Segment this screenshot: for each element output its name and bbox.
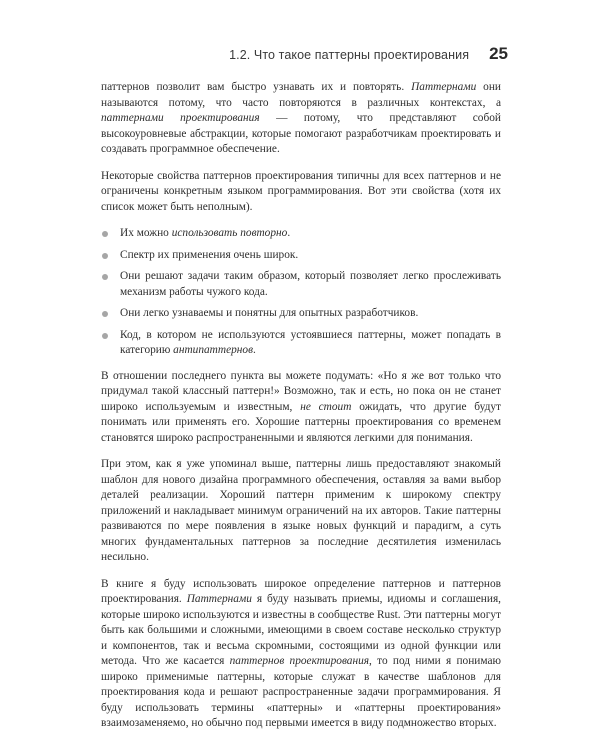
- p5-emphasis-1: Паттернами: [186, 593, 252, 605]
- list-item: [101, 269, 501, 300]
- p5-text-3: , то под ними я понимаю широко применимые паттерны, которые служат в качестве шаблонов для проектирования кода и решают распространенные задачи программирования. Я буду использовать термины «паттерны» и «паттерны проектирования» взаимозаменяемо, но обычно под первыми имеется в виду подмножество вторых.: [101, 655, 501, 729]
- body-text: [101, 80, 501, 743]
- p1-text-2: они называются потому, что часто повторяются в различных контекстах, а: [101, 81, 501, 109]
- p3-text-1: В отношении последнего пункта вы можете подумать: «Но я же вот только что придумал такой классный паттерн!» Возможно, так и есть, но пока он не станет широко используемым и известным,: [101, 369, 501, 413]
- item-1-text-2: .: [287, 227, 291, 239]
- page-header: [229, 44, 508, 64]
- p1-emphasis-2: паттернами проектирования: [101, 112, 260, 124]
- bullet-icon: [102, 333, 108, 339]
- list-item: [101, 306, 501, 322]
- p3-text-2: ожидать, что другие будут понимать или применять его. Хорошие паттерны проектирования со временем становятся широко распространенными и являются легкими для понимания.: [101, 400, 501, 444]
- item-2-text: Спектр их применения очень широк.: [120, 248, 299, 261]
- paragraph-5: [101, 577, 501, 732]
- list-item: [101, 248, 501, 264]
- paragraph-3: [101, 369, 501, 447]
- item-5-emphasis: антипаттернов: [173, 344, 253, 356]
- item-4-text: Они легко узнаваемы и понятны для опытных разработчиков.: [120, 307, 419, 319]
- item-1-text-1: Их можно: [120, 227, 172, 239]
- list-item: [101, 328, 501, 359]
- bullet-icon: [102, 311, 108, 317]
- list-item: [101, 226, 501, 242]
- item-1-emphasis: использовать повторно: [171, 227, 288, 239]
- p5-text-1: В книге я буду использовать широкое определение паттернов и паттернов проектирования.: [101, 577, 501, 605]
- p5-emphasis-2: паттернов проектирования: [229, 655, 370, 667]
- bullet-icon: [102, 253, 108, 259]
- bullet-icon: [102, 274, 108, 280]
- p3-emphasis: не стоит: [300, 400, 352, 413]
- page-number: 25: [489, 44, 508, 63]
- p1-text-3: — потому, что представляют собой высокоуровневые абстракции, которые помогают разработчикам проектировать и создавать программное обеспечение.: [101, 112, 501, 155]
- p1-emphasis-1: Паттернами: [411, 81, 477, 93]
- paragraph-4: При этом, как я уже упоминал выше, паттерны лишь предоставляют знакомый шаблон для нового дизайна программного обеспечения, оставляя за вами выбор деталей реализации. Хороший паттерн применим к широкому спектру приложений и накладывает минимум ограничений на их авторов. Такие паттерны развиваются по мере появления в языке новых функций и парадигм, а суть многих фундаментальных паттернов за последние десятилетия изменилась несильно.: [101, 458, 501, 563]
- p1-text-1: паттернов позволит вам быстро узнавать их и повторять.: [101, 81, 412, 93]
- paragraph-1: [101, 80, 501, 158]
- properties-list: [101, 226, 501, 359]
- item-5-text-2: .: [253, 344, 256, 356]
- item-5-text-1: Код, в котором не используются устоявшиеся паттерны, может попадать в категорию: [120, 328, 501, 356]
- bullet-icon: [102, 231, 108, 237]
- p5-text-2: я буду называть приемы, идиомы и соглашения, которые широко используются и известны в сообществе Rust. Эти паттерны могут быть как большими и сложными, имеющими в своем составе несколько структур и компонентов, так и весьма скромными, состоящими из одной функции или метода. Что же касается: [101, 593, 502, 667]
- running-title: 1.2. Что такое паттерны проектирования: [229, 48, 470, 62]
- paragraph-2: Некоторые свойства паттернов проектирования типичны для всех паттернов и не ограничены конкретным языком программирования. Вот эти свойства (хотя их список может быть неполным).: [101, 169, 501, 213]
- item-3-text: Они решают задачи таким образом, который позволяет легко прослеживать механизм работы чужого кода.: [120, 270, 501, 298]
